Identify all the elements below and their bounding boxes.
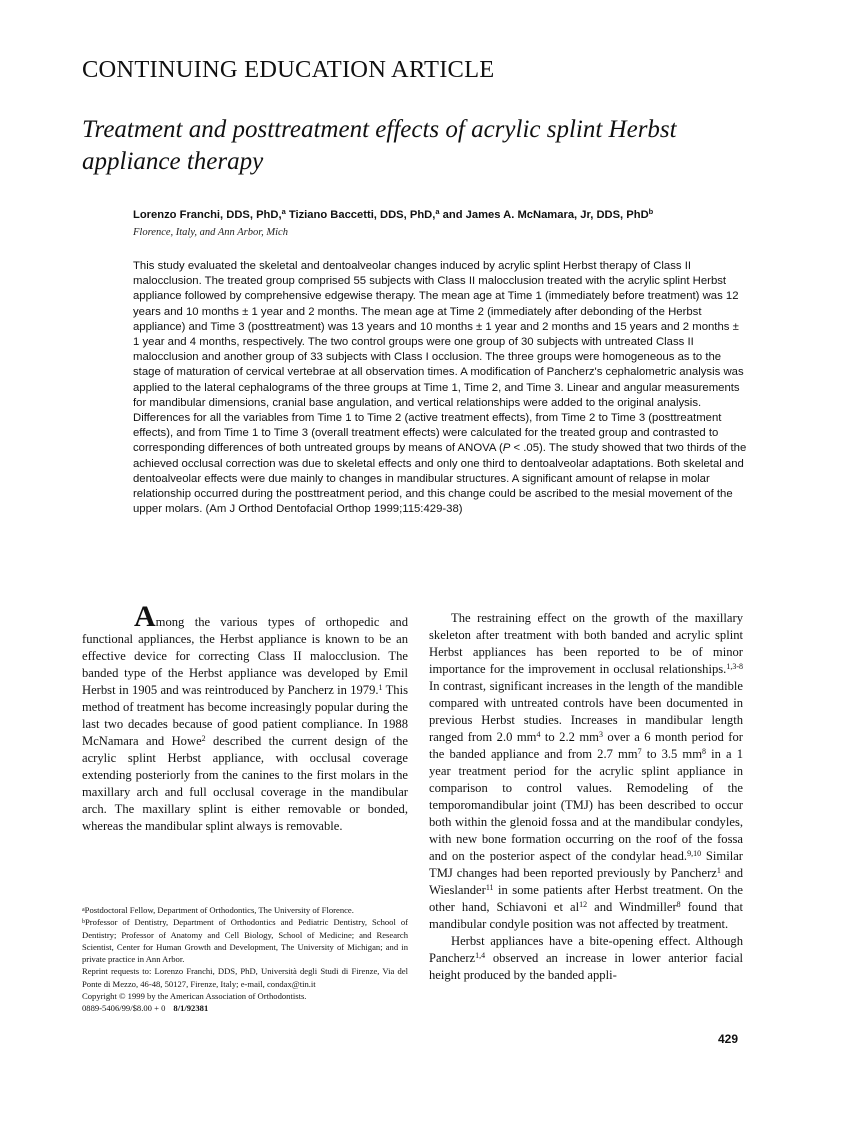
footnote-b [82, 916, 408, 965]
body-paragraph [429, 610, 743, 933]
author-list [133, 209, 653, 221]
footnotes [82, 904, 408, 1015]
body-text: to 2.2 mm [540, 730, 599, 744]
footnote-marker: b [82, 919, 85, 926]
citation-ref[interactable]: 3 [598, 730, 603, 739]
author-location: Florence, Italy, and Ann Arbor, Mich [133, 227, 288, 238]
affiliation-marker: b [648, 207, 654, 216]
body-text: in some patients after Herbst treatment. On the other hand, Schiavoni et al [429, 883, 743, 914]
page-number: 429 [718, 1032, 739, 1046]
article-code: 8/1/92381 [173, 1003, 209, 1014]
section-label: CONTINUING EDUCATION ARTICLE [82, 56, 495, 83]
body-column-right [429, 610, 743, 984]
copyright-notice: Copyright © 1999 by the American Association of Orthodontists. [82, 991, 307, 1002]
issn-line [82, 1002, 408, 1014]
abstract-text: This study evaluated the skeletal and dentoalveolar changes induced by acrylic splint Herbst therapy of Class II malocclusion. The treated group comprised 55 subjects with Class II malocclusion treated with the acrylic splint Herbst appliance followed by comprehensive edgewise therapy. The mean age at Time 1 (immediately before treatment) was 12 years and 10 months ± 1 year and 2 months. The mean age at Time 2 (immediately after debonding of the Herbst appliance) and Time 3 (posttreatment) was 13 years and 10 months ± 1 year and 2 months and 15 years and 2 months ± 1 year and 4 months, respectively. The two control groups were one group of 30 subjects with untreated Class II malocclusion and another group of 33 subjects with Class I occlusion. The three groups were homogeneous as to the stage of maturation of cervical vertebrae at all observation times. A modification of Pancherz's cephalometric analysis was applied to the lateral cephalograms of the three groups at Time 1, Time 2, and Time 3. Linear and angular measurements for mandibular dimensions, cranial base angulation, and vertical relationships were added to the original analysis. Differences for all the variables from Time 1 to Time 2 (active treatment effects), from Time 2 to Time 3 (posttreatment effects), and from Time 1 to Time 3 (overall treatment effects) were calculated for the treated group and contrasted to corresponding differences of both untreated groups by means of ANOVA ( [133, 260, 744, 455]
body-text: found that mandibular condyle position was not affected by treatment. [429, 900, 743, 931]
citation-ref[interactable]: 8 [676, 900, 681, 909]
body-text: In contrast, significant increases in the length of the mandible compared with untreated controls have been documented in previous Herbst studies. Increases in mandibular length ranged from 2.0 mm [429, 679, 743, 744]
body-column-left [82, 600, 409, 835]
citation-ref[interactable]: 2 [201, 734, 206, 743]
citation-ref[interactable]: 4 [536, 730, 541, 739]
body-text: in a 1 year treatment period for the acrylic splint appliance in comparison to control values. Remodeling of the temporomandibular joint (TMJ) has been described to occur both within the glenoid fossa and at the mandibular condyles, with new bone formation occurring on the roof of the fossa and on the posterior aspect of the condylar head. [429, 747, 744, 863]
body-paragraph [429, 933, 743, 984]
citation-ref[interactable]: 1 [378, 683, 383, 692]
abstract-text: < .05). The study showed that two thirds of the achieved occlusal correction was due to skeletal effects and only one third to dentoalveolar adaptations. Both skeletal and dentoalveolar effects were due mainly to changes in mandibular structures. A significant amount of relapse in molar relationship occurred during the posttreatment period, and this change could be ascribed to the mesial movement of the upper molars. (Am J Orthod Dentofacial Orthop 1999;115:429-38) [133, 442, 747, 516]
citation-ref[interactable]: 1,4 [475, 951, 486, 960]
body-paragraph [82, 600, 409, 835]
body-text: This method of treatment has become increasingly popular during the last two decades because of good patient compliance. In 1988 McNamara and Howe [82, 683, 408, 748]
reprint-request: Reprint requests to: Lorenzo Franchi, DDS, PhD, Università degli Studi di Firenze, Via del Ponte di Mezzo, 46-48, 50127, Firenze, Italy; e-mail, condax@tin.it [82, 966, 408, 989]
author-name: and James A. McNamara, Jr, DDS, PhD [439, 209, 649, 221]
footnote-marker: a [82, 907, 85, 913]
citation-ref[interactable]: 8 [702, 747, 707, 756]
body-text: and Windmiller [587, 900, 677, 914]
citation-ref[interactable]: 9,10 [687, 849, 702, 858]
issn: 0889-5406/99/$8.00 + 0 [82, 1003, 166, 1014]
affiliation-marker: a [281, 207, 286, 216]
citation-ref[interactable]: 11 [485, 883, 494, 892]
author-name: Tiziano Baccetti, DDS, PhD, [285, 209, 436, 221]
p-value-symbol: P [502, 442, 511, 455]
citation-ref[interactable]: 12 [579, 900, 588, 909]
body-text: to 3.5 mm [641, 747, 703, 761]
body-text: mong the various types of orthopedic and functional appliances, the Herbst appliance is known to be an effective device for correcting Class II malocclusion. The banded type of the Herbst appliance was developed by Emil Herbst in 1905 and was reintroduced by Pancherz in 1979. [82, 615, 408, 697]
article-title: Treatment and posttreatment effects of acrylic splint Herbst appliance therapy [82, 116, 677, 175]
body-text: Similar TMJ changes had been reported previously by Pancherz [429, 849, 743, 880]
affiliation-marker: a [435, 207, 440, 216]
drop-cap: A [134, 600, 156, 633]
author-name: Lorenzo Franchi, DDS, PhD, [133, 209, 282, 221]
citation-ref[interactable]: 1,3-8 [726, 662, 743, 671]
body-text: The restraining effect on the growth of the maxillary skeleton after treatment with both banded and acrylic splint Herbst appliances has been reported to be of minor importance for the improvement in occlusal relationships. [429, 611, 743, 676]
footnote-a [82, 904, 408, 916]
citation-ref[interactable]: 1 [716, 866, 721, 875]
body-text: observed an increase in lower anterior facial height produced by the banded appli- [429, 951, 743, 982]
citation-ref[interactable]: 7 [637, 747, 642, 756]
body-text: Herbst appliances have a bite-opening effect. Although Pancherz [429, 934, 743, 965]
footnote-text: Professor of Dentistry, Department of Orthodontics and Pediatric Dentistry, School of Dentistry; Professor of Anatomy and Cell Biology, School of Medicine; and Research Scientist, Center for Human Growth and Development, The University of Michigan; and in private practice in Ann Arbor. [82, 917, 408, 965]
body-text: described the current design of the acrylic splint Herbst appliance, with occlusal coverage extending posteriorly from the canines to the first molars in the maxillary arch and full occlusal coverage in the mandibular arch. The maxillary splint is either removable or bonded, whereas the mandibular splint always is removable. [82, 734, 409, 833]
abstract [133, 259, 747, 517]
footnote-text: Postdoctoral Fellow, Department of Orthodontics, The University of Florence. [84, 905, 354, 915]
body-text: over a 6 month period for the banded appliance and from 2.7 mm [429, 730, 743, 761]
body-text: and Wieslander [429, 866, 743, 897]
